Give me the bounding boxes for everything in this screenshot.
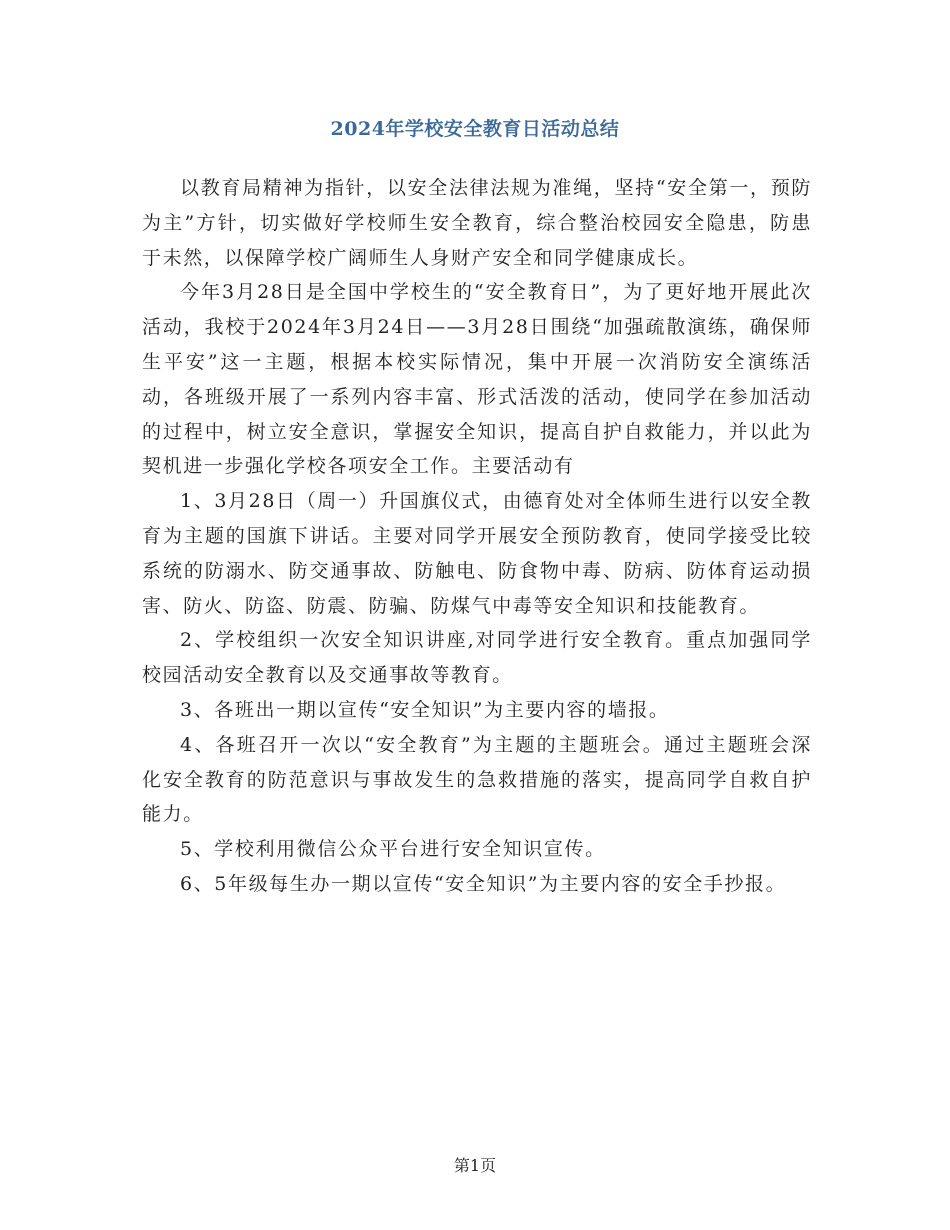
document-title: 2024年学校安全教育日活动总结 bbox=[330, 118, 620, 140]
paragraph-activity-6: 6、5年级每生办一期以宣传“安全知识”为主要内容的安全手抄报。 bbox=[180, 872, 787, 895]
paragraph-activity-5: 5、学校利用微信公众平台进行安全知识宣传。 bbox=[180, 838, 606, 861]
paragraph-activity-4: 4、各班召开一次以“安全教育”为主题的主题班会。通过主题班会深化安全教育的防范意识与事故发生的急救措施的落实，提高同学自救自护能力。 bbox=[142, 733, 812, 826]
document-body bbox=[142, 171, 812, 902]
paragraph-overview: 今年3月28日是全国中学校生的“安全教育日”，为了更好地开展此次活动，我校于2024年3月24日——3月28日围绕“加强疏散演练，确保师生平安”这一主题，根据本校实际情况，集中开展一次消防安全演练活动，各班级开展了一系列内容丰富、形式活泼的活动，使同学在参加活动的过程中，树立安全意识，掌握安全知识，提高自护自救能力，并以此为契机进一步强化学校各项安全工作。主要活动有 bbox=[142, 281, 812, 478]
paragraph-intro: 以教育局精神为指针，以安全法律法规为准绳，坚持“安全第一，预防为主”方针，切实做好学校师生安全教育，综合整治校园安全隐患，防患于未然，以保障学校广阔师生人身财产安全和同学健康成长。 bbox=[142, 177, 812, 269]
paragraph-activity-1: 1、3月28日（周一）升国旗仪式，由德育处对全体师生进行以安全教育为主题的国旗下讲话。主要对同学开展安全预防教育，使同学接受比较系统的防溺水、防交通事故、防触电、防食物中毒、防病、防体育运动损害、防火、防盗、防震、防骗、防煤气中毒等安全知识和技能教育。 bbox=[142, 490, 812, 617]
paragraph-activity-3: 3、各班出一期以宣传“安全知识”为主要内容的墙报。 bbox=[180, 698, 670, 721]
page-number: 第1页 bbox=[453, 1156, 497, 1175]
paragraph-activity-2: 2、学校组织一次安全知识讲座,对同学进行安全教育。重点加强同学校园活动安全教育以及交通事故等教育。 bbox=[142, 629, 812, 687]
